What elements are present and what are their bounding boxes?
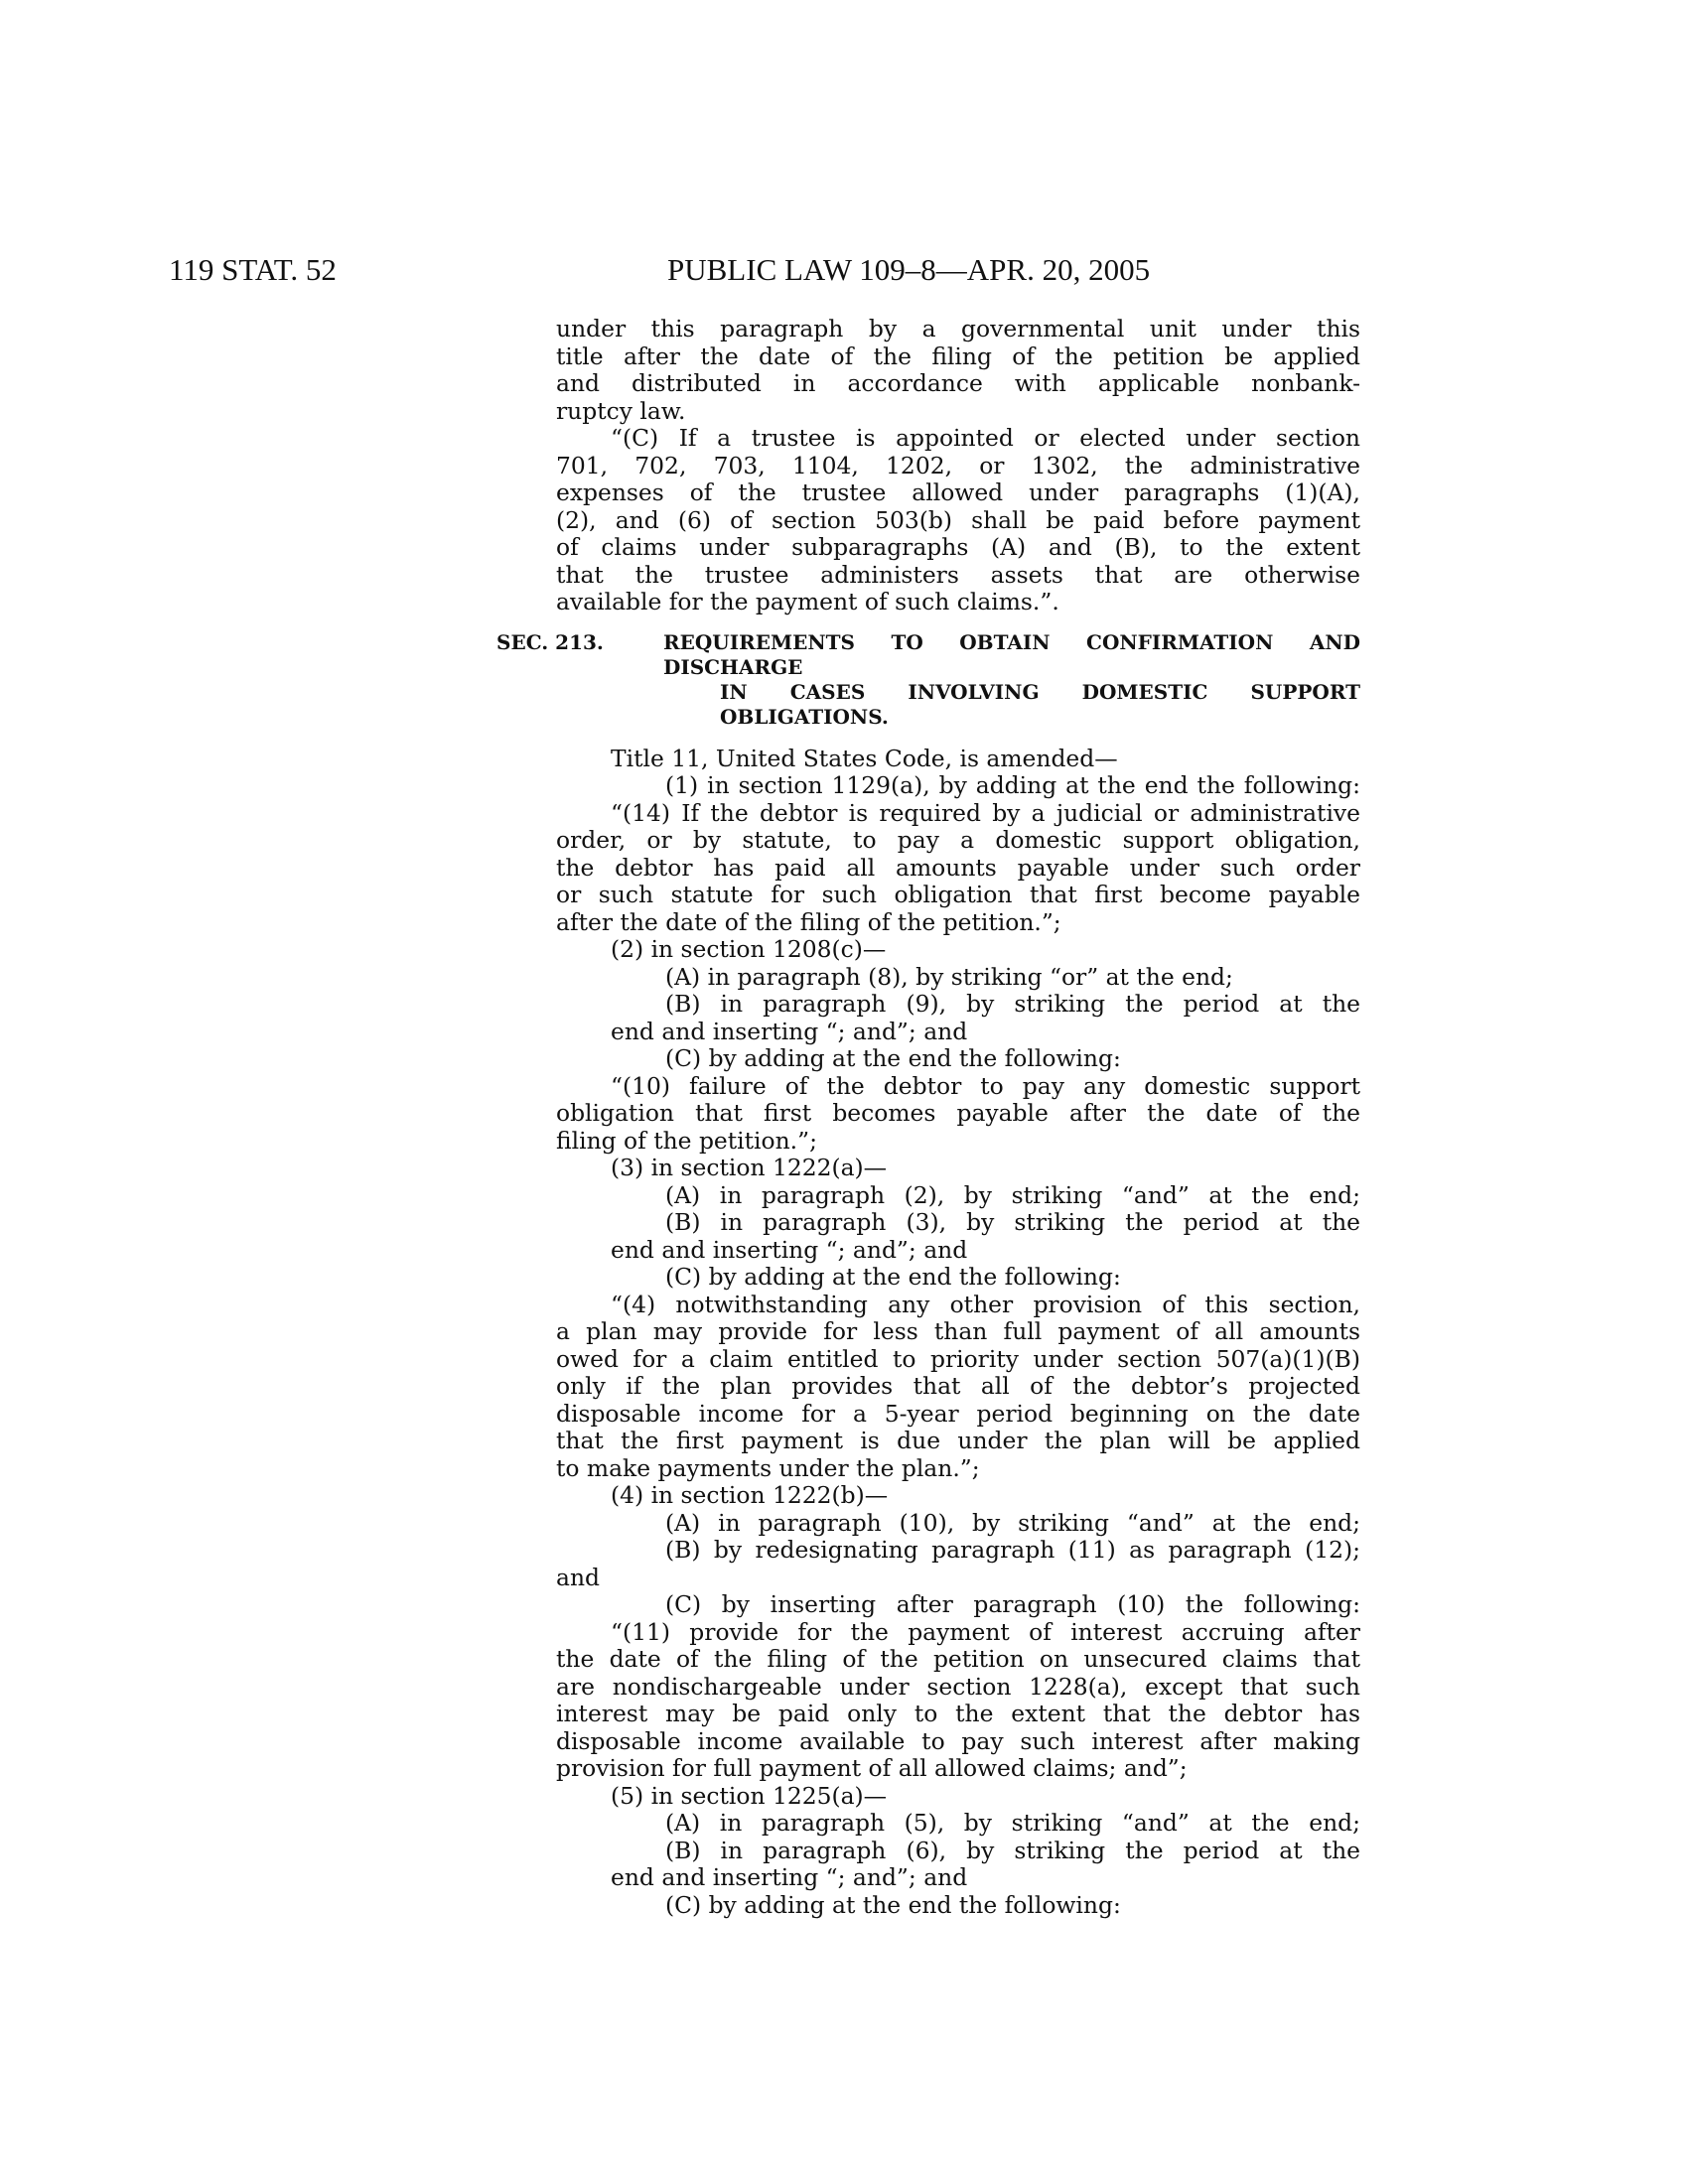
subitem-b-cont: and xyxy=(556,1563,600,1591)
section-title-line: IN CASES INVOLVING DOMESTIC SUPPORT OBLIGATIONS. xyxy=(720,679,1360,729)
amendment-item-5: (5) in section 1225(a)— xyxy=(611,1781,888,1810)
continued-line: title after the date of the filing of the petition be applied xyxy=(556,341,1360,370)
subitem-a: (A) in paragraph (10), by striking “and” at the end; xyxy=(665,1508,1360,1537)
amendment-item-2: (2) in section 1208(c)— xyxy=(611,935,887,963)
quoted-text-line: to make payments under the plan.”; xyxy=(556,1453,980,1482)
subitem-c: (C) by inserting after paragraph (10) the following: xyxy=(665,1590,1360,1618)
paragraph-c-line: available for the payment of such claims.”. xyxy=(556,588,1059,615)
quoted-text-line: the date of the filing of the petition on unsecured claims that xyxy=(556,1645,1360,1673)
subitem-b: (B) in paragraph (6), by striking the period at the xyxy=(665,1836,1360,1864)
amendment-item-3: (3) in section 1222(a)— xyxy=(611,1154,888,1181)
paragraph-c-line: of claims under subparagraphs (A) and (B), to the extent xyxy=(556,533,1360,561)
quoted-text-line: or such statute for such obligation that first become payable xyxy=(556,881,1360,908)
subitem-c: (C) by adding at the end the following: xyxy=(665,1890,1121,1919)
quoted-text-line: a plan may provide for less than full payment of all amounts xyxy=(556,1317,1360,1345)
quoted-text-line: are nondischargeable under section 1228(a), except that such xyxy=(556,1672,1360,1701)
document-body xyxy=(496,315,1360,1919)
continued-line: ruptcy law. xyxy=(556,396,686,425)
paragraph-c-line: (2), and (6) of section 503(b) shall be paid before payment xyxy=(556,505,1360,534)
section-title xyxy=(556,630,1360,730)
paragraph-c-line: “(C) If a trustee is appointed or elected under section xyxy=(611,424,1360,452)
quoted-text-line: “(10) failure of the debtor to pay any domestic support xyxy=(611,1071,1360,1100)
stat-page-number: 119 STAT. 52 xyxy=(169,252,337,287)
subitem-a: (A) in paragraph (2), by striking “and” at the end; xyxy=(665,1180,1360,1209)
amendment-item-4: (4) in section 1222(b)— xyxy=(611,1481,889,1509)
subitem-b-cont: end and inserting “; and”; and xyxy=(611,1863,968,1891)
page-header xyxy=(0,250,1688,290)
continued-line: and distributed in accordance with applicable nonbank- xyxy=(556,369,1360,397)
quoted-text-line: obligation that first becomes payable after the date of the xyxy=(556,1099,1360,1127)
subitem-b: (B) in paragraph (9), by striking the period at the xyxy=(665,990,1360,1018)
subitem-c: (C) by adding at the end the following: xyxy=(665,1044,1121,1072)
subitem-a: (A) in paragraph (8), by striking “or” at the end; xyxy=(665,962,1233,991)
section-intro: Title 11, United States Code, is amended— xyxy=(611,744,1118,772)
section-title-line: REQUIREMENTS TO OBTAIN CONFIRMATION AND DISCHARGE xyxy=(663,629,1360,679)
subitem-a: (A) in paragraph (5), by striking “and” at the end; xyxy=(665,1809,1360,1837)
public-law-citation: PUBLIC LAW 109–8—APR. 20, 2005 xyxy=(667,252,1151,287)
quoted-text-line: after the date of the filing of the petition.”; xyxy=(556,907,1061,936)
quoted-text-line: only if the plan provides that all of the debtor’s projected xyxy=(556,1372,1360,1400)
quoted-text-line: interest may be paid only to the extent that the debtor has xyxy=(556,1700,1360,1727)
quoted-text-line: order, or by statute, to pay a domestic support obligation, xyxy=(556,826,1360,854)
continued-line: under this paragraph by a governmental unit under this xyxy=(556,315,1360,342)
amendment-item-1: (1) in section 1129(a), by adding at the end the following: xyxy=(665,771,1360,799)
quoted-text-line: “(11) provide for the payment of interest accruing after xyxy=(611,1617,1360,1646)
subitem-b-cont: end and inserting “; and”; and xyxy=(611,1017,968,1045)
quoted-text-line: the debtor has paid all amounts payable under such order xyxy=(556,853,1360,882)
section-heading xyxy=(496,629,1360,730)
quoted-text-line: disposable income for a 5-year period beginning on the date xyxy=(556,1399,1360,1428)
quoted-text-line: provision for full payment of all allowed claims; and”; xyxy=(556,1754,1188,1782)
subitem-c: (C) by adding at the end the following: xyxy=(665,1263,1121,1291)
quoted-text-line: that the first payment is due under the plan will be applied xyxy=(556,1427,1360,1454)
quoted-text-line: owed for a claim entitled to priority under section 507(a)(1)(B) xyxy=(556,1344,1360,1373)
subitem-b-cont: end and inserting “; and”; and xyxy=(611,1235,968,1264)
paragraph-c-line: that the trustee administers assets that are otherwise xyxy=(556,560,1360,589)
subitem-b: (B) by redesignating paragraph (11) as paragraph (12); xyxy=(665,1536,1360,1564)
quoted-text-line: “(4) notwithstanding any other provision of this section, xyxy=(611,1290,1360,1318)
section-number: SEC. 213. xyxy=(496,629,604,654)
paragraph-c-line: expenses of the trustee allowed under paragraphs (1)(A), xyxy=(556,478,1360,506)
paragraph-c-line: 701, 702, 703, 1104, 1202, or 1302, the administrative xyxy=(556,451,1360,479)
subitem-b: (B) in paragraph (3), by striking the period at the xyxy=(665,1208,1360,1236)
quoted-text-line: “(14) If the debtor is required by a judicial or administrative xyxy=(611,798,1360,827)
quoted-text-line: disposable income available to pay such interest after making xyxy=(556,1726,1360,1755)
quoted-text-line: filing of the petition.”; xyxy=(556,1126,817,1155)
